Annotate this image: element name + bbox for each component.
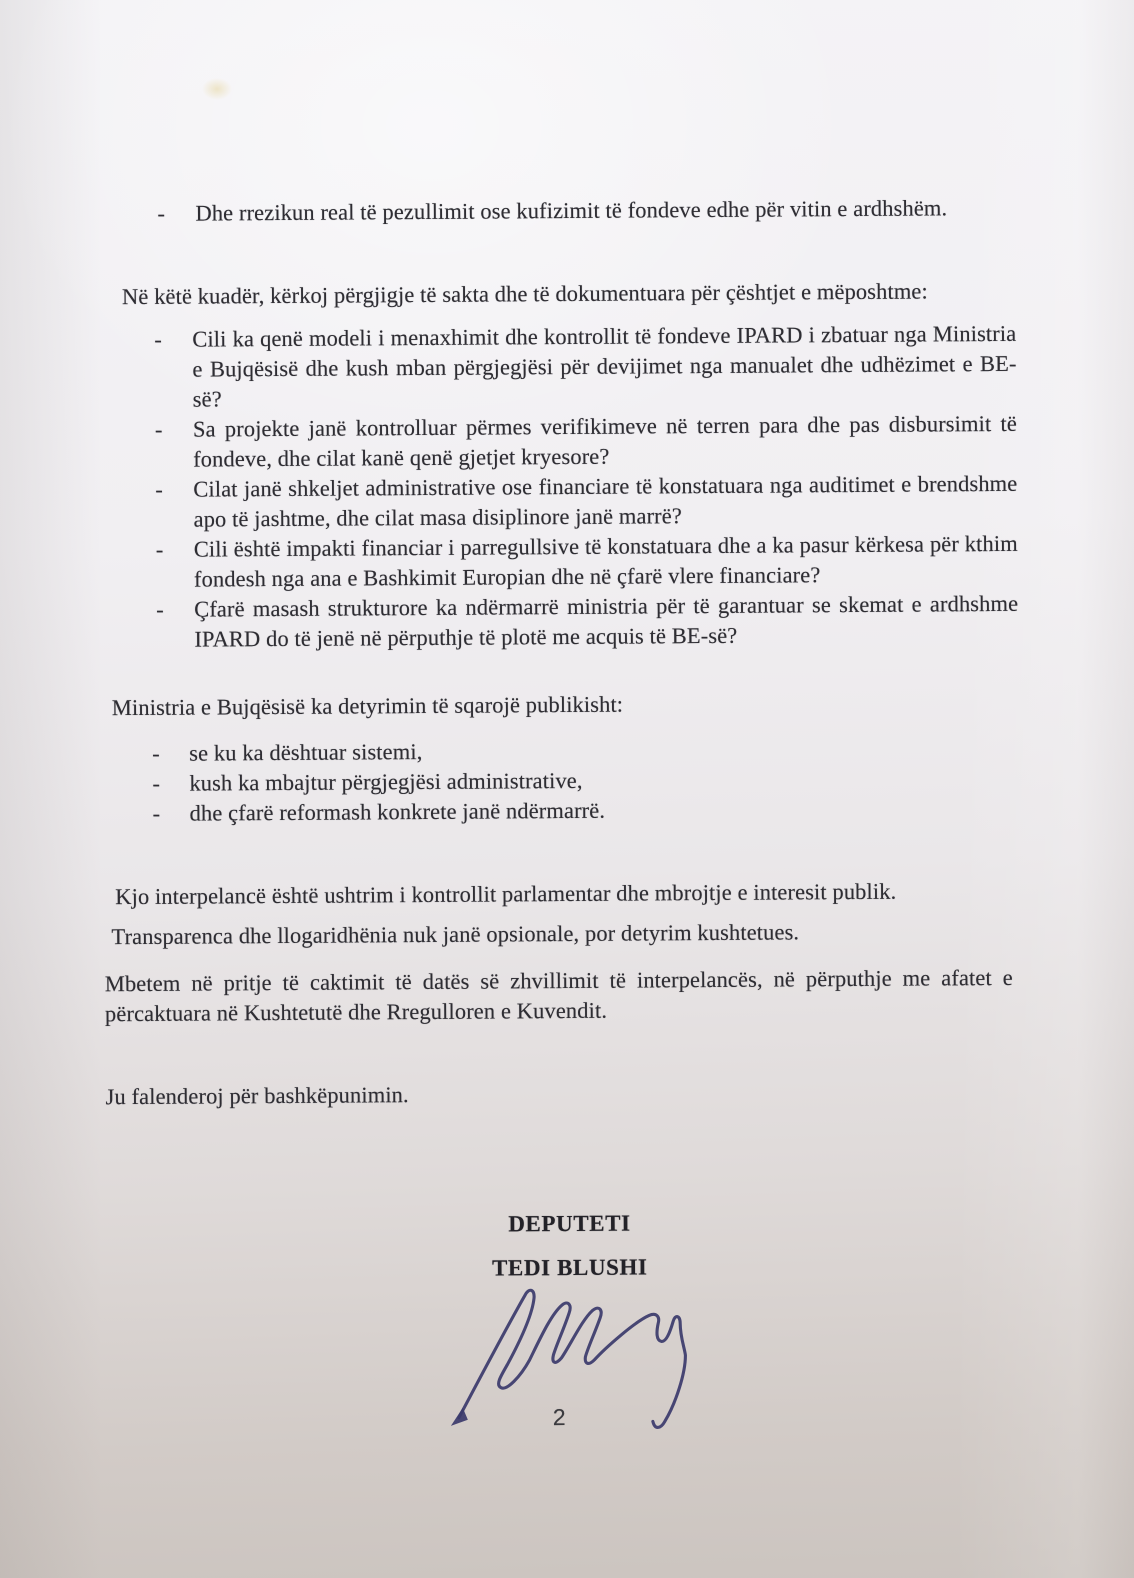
bullet-item — [152, 764, 889, 799]
bullet-text: se ku ka dështuar sistemi, — [189, 739, 423, 766]
bullet-item — [156, 589, 1019, 655]
bullet-text: Cilat janë shkeljet administrative ose financiare të konstatuara nga auditimet e brendshme apo të jashtme, dhe cilat masa disiplinore janë marrë? — [193, 470, 1018, 532]
bullet-dash: - — [154, 326, 162, 352]
bullet-text: Cili është impakti financiar i parregullsive të konstatuara dhe a ka pasur kërkesa për kthim fondesh nga ana e Bashkimit Europian dhe në çfarë vlere financiare? — [193, 530, 1018, 592]
closing-paragraph-interpelanca: Kjo interpelancë është ushtrim i kontrollit parlamentar dhe mbrojtje e interesit publik. — [115, 878, 897, 910]
bullet-text: dhe çfarë reformash konkrete janë ndërmarrë. — [189, 797, 606, 826]
signoff-title: DEPUTETI — [508, 1210, 631, 1237]
bullet-dash: - — [156, 596, 164, 622]
bullet-item — [155, 529, 1018, 595]
bullet-item — [154, 409, 1017, 475]
signature-arrow-tip — [451, 1408, 468, 1426]
handwritten-signature — [423, 1271, 754, 1443]
questions-list — [154, 319, 1019, 655]
obligation-list — [152, 734, 890, 829]
signoff-name: TEDI BLUSHI — [491, 1254, 648, 1281]
bullet-dash: - — [155, 476, 164, 502]
bullet-item — [152, 734, 889, 769]
bullet-item — [155, 469, 1018, 535]
lead-bullet-text: Dhe rrezikun real të pezullimit ose kufizimit të fondeve edhe për vitin e ardhshëm. — [195, 195, 948, 226]
bullet-dash: - — [155, 536, 164, 562]
bullet-text: Sa projekte janë kontrolluar përmes verifikimeve në terren para dhe pas disbursimit të fondeve, dhe cilat kanë qenë gjetjet kryesore? — [192, 410, 1017, 472]
page-number: 2 — [552, 1404, 566, 1431]
bullet-dash: - — [157, 200, 166, 226]
bullet-item — [152, 794, 890, 829]
bullet-dash: - — [152, 770, 161, 796]
bullet-item — [154, 319, 1017, 415]
bullet-dash: - — [152, 800, 161, 826]
closing-paragraph-mbetem: Mbetem në pritje të caktimit të datës së zhvillimit të interpelancës, në përputhje me afatet e përcaktuara në Kushtetutë dhe Rregulloren e Kuvendit. — [104, 964, 1013, 1027]
bullet-dash: - — [154, 416, 163, 442]
lead-bullet-item — [157, 193, 985, 229]
obligation-heading: Ministria e Bujqësisë ka detyrimin të sqarojë publikisht: — [111, 691, 624, 721]
bullet-item — [157, 193, 985, 229]
intro-paragraph: Në këtë kuadër, kërkoj përgjigje të sakta dhe të dokumentuara për çështjet e mëposhtme: — [121, 278, 928, 310]
bullet-text: Çfarë masash strukturore ka ndërmarrë ministria për të garantuar se skemat e ardhshme IPARD do të jenë në përputhje të plotë me acquis të BE-së? — [194, 590, 1019, 652]
bullet-text: kush ka mbajtur përgjegjësi administrative, — [189, 767, 583, 796]
bullet-text: Cili ka qenë modeli i menaxhimit dhe kontrollit të fondeve IPARD i zbatuar nga Ministria e Bujqësisë dhe kush mban përgjegjësi për devijimet nga manualet dhe udhëzimet e BE- së? — [192, 320, 1017, 412]
bullet-dash: - — [152, 740, 160, 766]
closing-paragraph-transparenca: Transparenca dhe llogaridhënia nuk janë opsionale, por detyrim kushtetues. — [111, 919, 800, 950]
thanks-line: Ju falenderoj për bashkëpunimin. — [105, 1082, 409, 1110]
